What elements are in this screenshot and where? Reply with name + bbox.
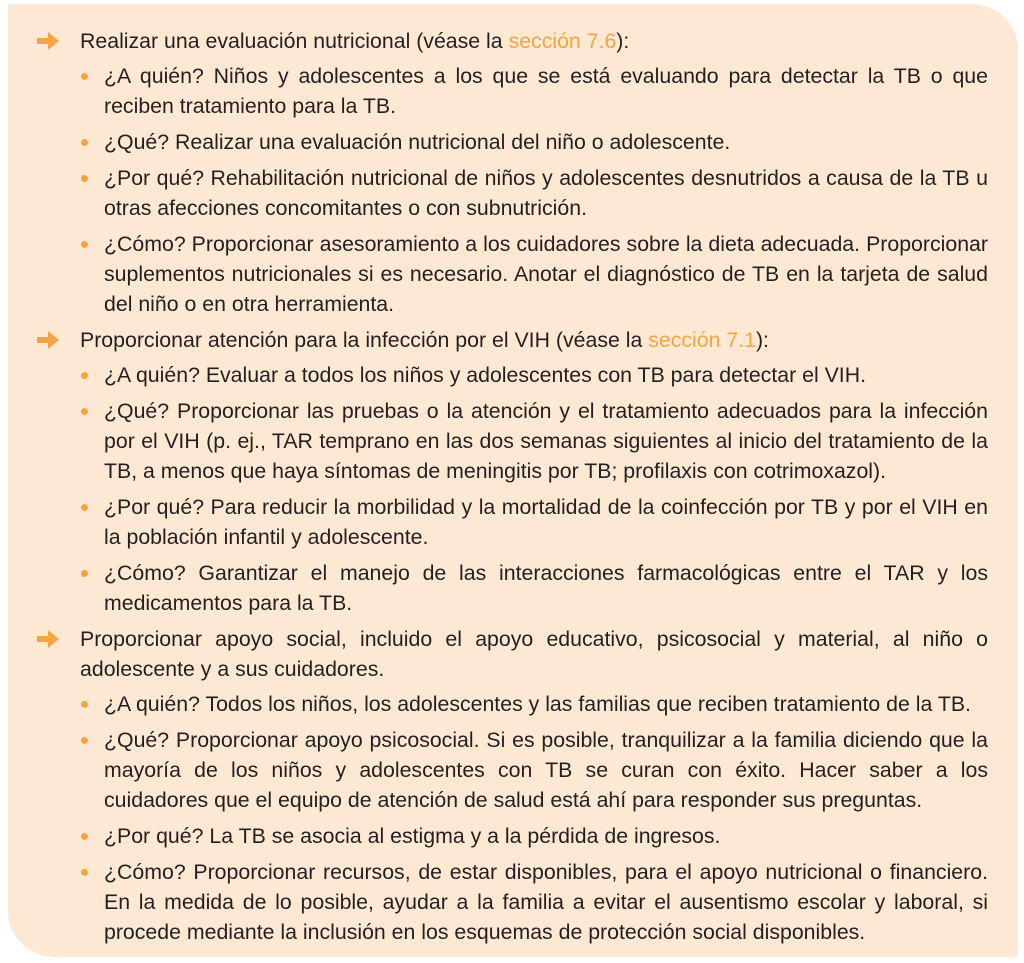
list-item: ¿Cómo? Proporcionar recursos, de estar disponibles, para el apoyo nutricional o financiero. En la medida de lo posible, ayudar a la familia a evitar el ausentismo escolar y laboral, si procede mediante la inclusión en los esquemas de protección social disponibles. <box>80 857 988 947</box>
section-heading: Proporcionar apoyo social, incluido el apoyo educativo, psicosocial y material, al niño o adolescente y a sus cuidadores. <box>80 627 988 681</box>
bullet-icon <box>81 241 88 248</box>
list-item: ¿A quién? Niños y adolescentes a los que se está evaluando para detectar la TB o que reciben tratamiento para la TB. <box>80 61 988 121</box>
section-link[interactable]: sección 7.1 <box>648 328 756 352</box>
list-item: ¿Cómo? Garantizar el manejo de las interacciones farmacológicas entre el TAR y los medicamentos para la TB. <box>80 558 988 618</box>
section-heading: Proporcionar atención para la infección por el VIH (véase la sección 7.1): <box>80 328 769 352</box>
info-box <box>8 4 1018 957</box>
bullet-icon <box>81 73 88 80</box>
bullet-icon <box>81 737 88 744</box>
list-item: ¿Qué? Proporcionar apoyo psicosocial. Si es posible, tranquilizar a la familia diciendo que la mayoría de los niños y adolescentes con TB se curan con éxito. Hacer saber a los cuidadores que el equipo de atención de salud está ahí para responder sus preguntas. <box>80 725 988 815</box>
bullet-list <box>80 689 988 947</box>
arrow-right-icon <box>36 327 60 353</box>
list-item: ¿Qué? Proporcionar las pruebas o la atención y el tratamiento adecuados para la infección por el VIH (p. ej., TAR temprano en las dos semanas siguientes al inicio del tratamiento de la TB, a menos que haya síntomas de meningitis por TB; profilaxis con cotrimoxazol). <box>80 396 988 486</box>
arrow-right-icon <box>36 626 60 652</box>
list-item: ¿A quién? Todos los niños, los adolescentes y las familias que reciben tratamiento de la TB. <box>80 689 988 719</box>
section-hiv <box>36 325 988 618</box>
bullet-icon <box>81 570 88 577</box>
arrow-right-icon <box>36 28 60 54</box>
section-heading: Realizar una evaluación nutricional (véase la sección 7.6): <box>80 29 630 53</box>
list-item: ¿Por qué? Rehabilitación nutricional de niños y adolescentes desnutridos a causa de la TB u otras afecciones concomitantes o con subnutrición. <box>80 163 988 223</box>
list-item: ¿Qué? Realizar una evaluación nutricional del niño o adolescente. <box>80 127 988 157</box>
bullet-icon <box>81 372 88 379</box>
list-item: ¿Por qué? La TB se asocia al estigma y a la pérdida de ingresos. <box>80 821 988 851</box>
bullet-list <box>80 360 988 618</box>
bullet-icon <box>81 869 88 876</box>
list-item: ¿Cómo? Proporcionar asesoramiento a los cuidadores sobre la dieta adecuada. Proporcionar suplementos nutricionales si es necesario. Anotar el diagnóstico de TB en la tarjeta de salud del niño o en otra herramienta. <box>80 229 988 319</box>
bullet-list <box>80 61 988 319</box>
bullet-icon <box>81 175 88 182</box>
section-link[interactable]: sección 7.6 <box>508 29 617 53</box>
bullet-icon <box>81 833 88 840</box>
section-nutrition <box>36 26 988 319</box>
list-item: ¿A quién? Evaluar a todos los niños y adolescentes con TB para detectar el VIH. <box>80 360 988 390</box>
bullet-icon <box>81 504 88 511</box>
bullet-icon <box>81 701 88 708</box>
list-item: ¿Por qué? Para reducir la morbilidad y la mortalidad de la coinfección por TB y por el VIH en la población infantil y adolescente. <box>80 492 988 552</box>
bullet-icon <box>81 139 88 146</box>
section-social-support <box>36 624 988 947</box>
bullet-icon <box>81 408 88 415</box>
